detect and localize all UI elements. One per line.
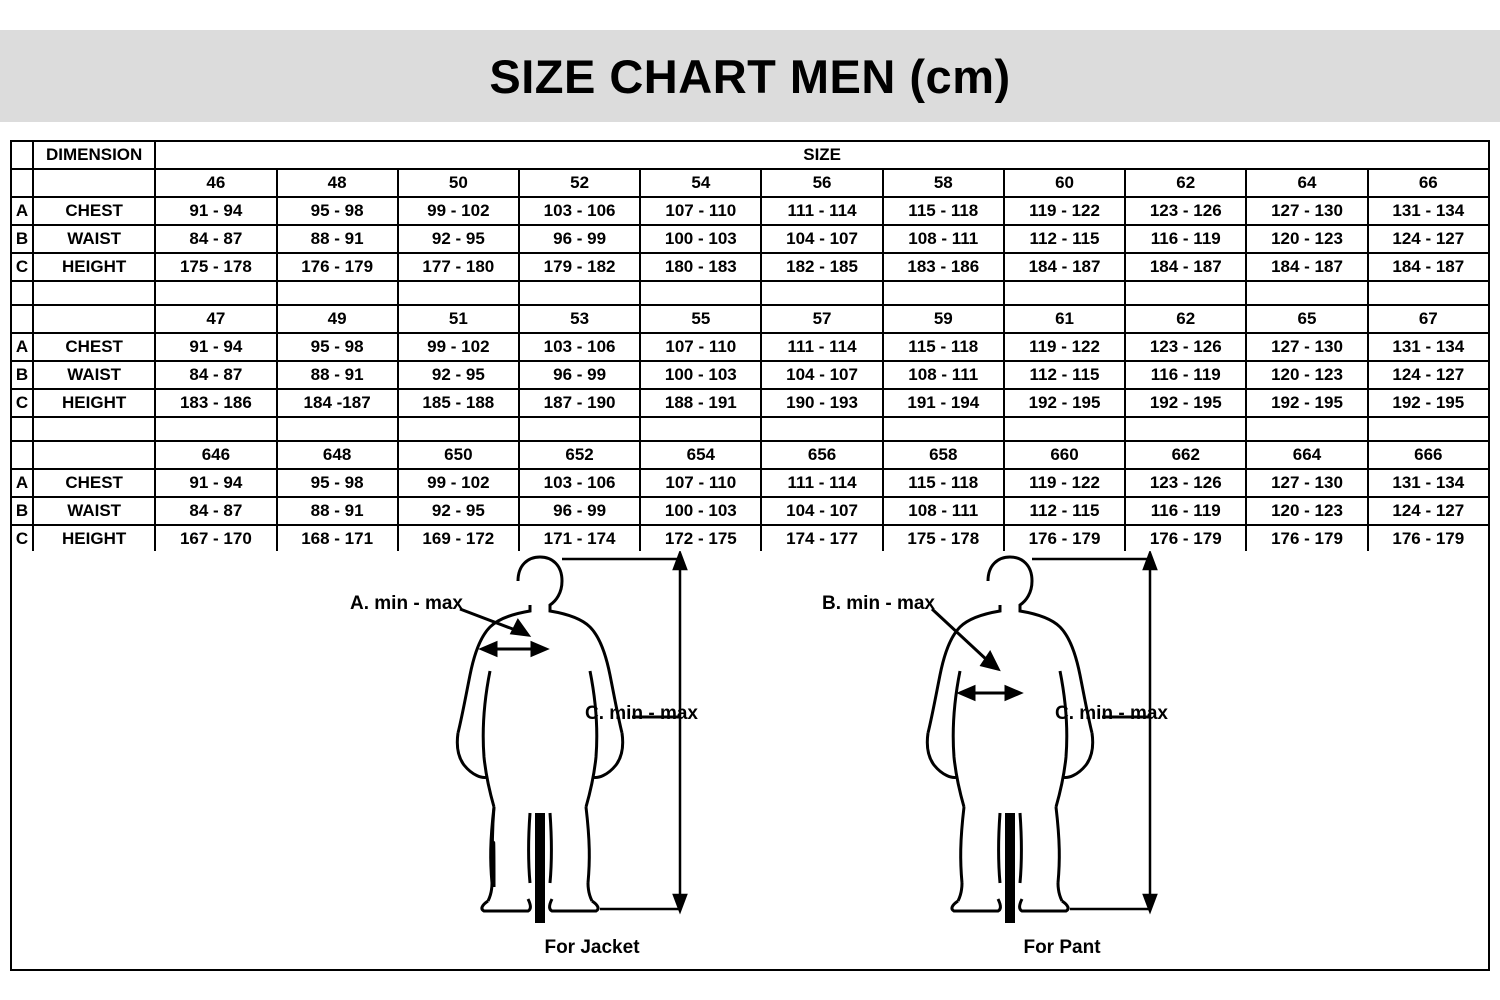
data-cell: 112 - 115	[1004, 225, 1125, 253]
row-letter: B	[11, 361, 33, 389]
data-cell: 103 - 106	[519, 469, 640, 497]
data-cell: 96 - 99	[519, 361, 640, 389]
data-cell: 184 - 187	[1368, 253, 1489, 281]
data-cell: 92 - 95	[398, 497, 519, 525]
spacer-cell	[519, 281, 640, 305]
data-cell: 192 - 195	[1246, 389, 1367, 417]
size-cell: 65	[1246, 305, 1367, 333]
figure-pant	[802, 551, 1322, 969]
jacket-height-label: C. min - max	[585, 703, 698, 724]
data-cell: 95 - 98	[277, 469, 398, 497]
table-row	[11, 253, 1489, 281]
data-cell: 176 - 179	[1125, 525, 1246, 553]
data-cell: 183 - 186	[155, 389, 276, 417]
size-cell: 660	[1004, 441, 1125, 469]
spacer-cell	[1125, 417, 1246, 441]
data-cell: 116 - 119	[1125, 225, 1246, 253]
row-label: WAIST	[33, 497, 155, 525]
data-cell: 123 - 126	[1125, 197, 1246, 225]
data-cell: 175 - 178	[883, 525, 1004, 553]
data-cell: 115 - 118	[883, 197, 1004, 225]
size-header: SIZE	[155, 141, 1489, 169]
row-letter-blank	[11, 305, 33, 333]
size-cell: 48	[277, 169, 398, 197]
data-cell: 192 - 195	[1004, 389, 1125, 417]
data-cell: 169 - 172	[398, 525, 519, 553]
data-cell: 84 - 87	[155, 225, 276, 253]
spacer-cell	[761, 281, 882, 305]
table-row	[11, 333, 1489, 361]
data-cell: 91 - 94	[155, 197, 276, 225]
data-cell: 107 - 110	[640, 469, 761, 497]
size-cell: 55	[640, 305, 761, 333]
data-cell: 172 - 175	[640, 525, 761, 553]
spacer-row	[11, 417, 1489, 441]
size-cell: 656	[761, 441, 882, 469]
data-cell: 104 - 107	[761, 225, 882, 253]
spacer-cell	[1246, 417, 1367, 441]
data-cell: 185 - 188	[398, 389, 519, 417]
size-cell: 66	[1368, 169, 1489, 197]
spacer-cell	[1004, 417, 1125, 441]
data-cell: 176 - 179	[277, 253, 398, 281]
data-cell: 99 - 102	[398, 333, 519, 361]
row-label: HEIGHT	[33, 253, 155, 281]
data-cell: 92 - 95	[398, 225, 519, 253]
spacer-cell	[883, 281, 1004, 305]
row-label: CHEST	[33, 197, 155, 225]
row-letter-blank	[11, 169, 33, 197]
figures-section	[10, 551, 1490, 971]
spacer-cell	[1004, 281, 1125, 305]
data-cell: 91 - 94	[155, 333, 276, 361]
data-cell: 99 - 102	[398, 469, 519, 497]
data-cell: 180 - 183	[640, 253, 761, 281]
row-label: CHEST	[33, 333, 155, 361]
pant-measure-label: B. min - max	[822, 593, 935, 614]
data-cell: 184 - 187	[1246, 253, 1367, 281]
spacer-cell	[277, 281, 398, 305]
data-cell: 119 - 122	[1004, 469, 1125, 497]
row-label: HEIGHT	[33, 389, 155, 417]
data-cell: 183 - 186	[883, 253, 1004, 281]
data-cell: 108 - 111	[883, 497, 1004, 525]
size-cell: 648	[277, 441, 398, 469]
table-row	[11, 225, 1489, 253]
size-cell: 662	[1125, 441, 1246, 469]
table-row	[11, 497, 1489, 525]
data-cell: 111 - 114	[761, 333, 882, 361]
size-cell: 46	[155, 169, 276, 197]
data-cell: 88 - 91	[277, 361, 398, 389]
size-table	[10, 140, 1490, 554]
data-cell: 84 - 87	[155, 497, 276, 525]
data-cell: 192 - 195	[1368, 389, 1489, 417]
size-cell: 50	[398, 169, 519, 197]
data-cell: 174 - 177	[761, 525, 882, 553]
data-cell: 107 - 110	[640, 333, 761, 361]
data-cell: 100 - 103	[640, 361, 761, 389]
table-row	[11, 389, 1489, 417]
size-cell: 53	[519, 305, 640, 333]
data-cell: 100 - 103	[640, 225, 761, 253]
data-cell: 190 - 193	[761, 389, 882, 417]
row-label-blank	[33, 169, 155, 197]
data-cell: 95 - 98	[277, 333, 398, 361]
data-cell: 104 - 107	[761, 497, 882, 525]
data-cell: 124 - 127	[1368, 497, 1489, 525]
data-cell: 131 - 134	[1368, 197, 1489, 225]
size-cell: 59	[883, 305, 1004, 333]
data-cell: 116 - 119	[1125, 361, 1246, 389]
spacer-cell	[155, 281, 276, 305]
data-cell: 177 - 180	[398, 253, 519, 281]
table-row	[11, 525, 1489, 553]
data-cell: 188 - 191	[640, 389, 761, 417]
spacer-cell	[277, 417, 398, 441]
size-cell: 57	[761, 305, 882, 333]
data-cell: 103 - 106	[519, 333, 640, 361]
size-cell: 658	[883, 441, 1004, 469]
data-cell: 96 - 99	[519, 225, 640, 253]
data-cell: 92 - 95	[398, 361, 519, 389]
row-letter: C	[11, 389, 33, 417]
data-cell: 99 - 102	[398, 197, 519, 225]
data-cell: 179 - 182	[519, 253, 640, 281]
data-cell: 120 - 123	[1246, 225, 1367, 253]
table-row	[11, 469, 1489, 497]
size-cell: 60	[1004, 169, 1125, 197]
row-letter: B	[11, 225, 33, 253]
size-number-row	[11, 305, 1489, 333]
data-cell: 123 - 126	[1125, 333, 1246, 361]
row-label: HEIGHT	[33, 525, 155, 553]
spacer-cell	[1368, 417, 1489, 441]
size-cell: 664	[1246, 441, 1367, 469]
size-table-container	[10, 140, 1490, 554]
spacer-cell	[155, 417, 276, 441]
spacer-cell	[519, 417, 640, 441]
size-cell: 652	[519, 441, 640, 469]
size-cell: 54	[640, 169, 761, 197]
data-cell: 111 - 114	[761, 469, 882, 497]
table-row	[11, 197, 1489, 225]
data-cell: 111 - 114	[761, 197, 882, 225]
spacer-cell	[1125, 281, 1246, 305]
size-cell: 62	[1125, 169, 1246, 197]
size-cell: 64	[1246, 169, 1367, 197]
data-cell: 127 - 130	[1246, 197, 1367, 225]
spacer-cell	[640, 281, 761, 305]
data-cell: 124 - 127	[1368, 361, 1489, 389]
data-cell: 168 - 171	[277, 525, 398, 553]
spacer-cell	[1246, 281, 1367, 305]
data-cell: 95 - 98	[277, 197, 398, 225]
row-label-blank	[33, 441, 155, 469]
data-cell: 184 - 187	[1004, 253, 1125, 281]
data-cell: 127 - 130	[1246, 333, 1367, 361]
size-number-row	[11, 441, 1489, 469]
page-title: SIZE CHART MEN (cm)	[489, 49, 1011, 103]
corner-cell	[11, 141, 33, 169]
data-cell: 120 - 123	[1246, 497, 1367, 525]
data-cell: 104 - 107	[761, 361, 882, 389]
data-cell: 108 - 111	[883, 225, 1004, 253]
data-cell: 191 - 194	[883, 389, 1004, 417]
row-letter: A	[11, 197, 33, 225]
data-cell: 175 - 178	[155, 253, 276, 281]
size-cell: 61	[1004, 305, 1125, 333]
data-cell: 100 - 103	[640, 497, 761, 525]
data-cell: 115 - 118	[883, 333, 1004, 361]
data-cell: 88 - 91	[277, 497, 398, 525]
spacer-cell	[761, 417, 882, 441]
data-cell: 108 - 111	[883, 361, 1004, 389]
row-label: WAIST	[33, 361, 155, 389]
data-cell: 103 - 106	[519, 197, 640, 225]
spacer-cell	[1368, 281, 1489, 305]
spacer-cell	[398, 281, 519, 305]
size-number-row	[11, 169, 1489, 197]
size-cell: 47	[155, 305, 276, 333]
size-cell: 58	[883, 169, 1004, 197]
row-letter: A	[11, 333, 33, 361]
size-cell: 51	[398, 305, 519, 333]
data-cell: 112 - 115	[1004, 361, 1125, 389]
spacer-cell	[11, 281, 33, 305]
row-letter: B	[11, 497, 33, 525]
data-cell: 116 - 119	[1125, 497, 1246, 525]
size-cell: 654	[640, 441, 761, 469]
row-letter-blank	[11, 441, 33, 469]
table-header-row	[11, 141, 1489, 169]
spacer-cell	[398, 417, 519, 441]
data-cell: 88 - 91	[277, 225, 398, 253]
data-cell: 184 -187	[277, 389, 398, 417]
spacer-cell	[33, 417, 155, 441]
spacer-cell	[640, 417, 761, 441]
size-cell: 62	[1125, 305, 1246, 333]
row-label: WAIST	[33, 225, 155, 253]
row-letter: C	[11, 253, 33, 281]
jacket-measure-label: A. min - max	[350, 593, 463, 614]
size-cell: 67	[1368, 305, 1489, 333]
data-cell: 115 - 118	[883, 469, 1004, 497]
data-cell: 96 - 99	[519, 497, 640, 525]
data-cell: 91 - 94	[155, 469, 276, 497]
row-label-blank	[33, 305, 155, 333]
data-cell: 120 - 123	[1246, 361, 1367, 389]
row-label: CHEST	[33, 469, 155, 497]
dimension-header: DIMENSION	[33, 141, 155, 169]
data-cell: 176 - 179	[1246, 525, 1367, 553]
figure-jacket	[332, 551, 852, 969]
data-cell: 131 - 134	[1368, 469, 1489, 497]
pant-caption: For Pant	[1023, 937, 1101, 958]
data-cell: 176 - 179	[1004, 525, 1125, 553]
data-cell: 184 - 187	[1125, 253, 1246, 281]
spacer-cell	[883, 417, 1004, 441]
data-cell: 119 - 122	[1004, 197, 1125, 225]
table-row	[11, 361, 1489, 389]
data-cell: 176 - 179	[1368, 525, 1489, 553]
spacer-row	[11, 281, 1489, 305]
size-cell: 646	[155, 441, 276, 469]
row-letter: C	[11, 525, 33, 553]
size-cell: 56	[761, 169, 882, 197]
data-cell: 119 - 122	[1004, 333, 1125, 361]
data-cell: 167 - 170	[155, 525, 276, 553]
size-cell: 650	[398, 441, 519, 469]
data-cell: 171 - 174	[519, 525, 640, 553]
data-cell: 112 - 115	[1004, 497, 1125, 525]
data-cell: 124 - 127	[1368, 225, 1489, 253]
spacer-cell	[11, 417, 33, 441]
row-letter: A	[11, 469, 33, 497]
data-cell: 123 - 126	[1125, 469, 1246, 497]
size-cell: 666	[1368, 441, 1489, 469]
jacket-caption: For Jacket	[544, 937, 640, 958]
pant-height-label: C. min - max	[1055, 703, 1168, 724]
title-banner	[0, 30, 1500, 122]
size-cell: 52	[519, 169, 640, 197]
data-cell: 187 - 190	[519, 389, 640, 417]
data-cell: 192 - 195	[1125, 389, 1246, 417]
data-cell: 182 - 185	[761, 253, 882, 281]
data-cell: 84 - 87	[155, 361, 276, 389]
data-cell: 107 - 110	[640, 197, 761, 225]
spacer-cell	[33, 281, 155, 305]
size-cell: 49	[277, 305, 398, 333]
data-cell: 127 - 130	[1246, 469, 1367, 497]
data-cell: 131 - 134	[1368, 333, 1489, 361]
